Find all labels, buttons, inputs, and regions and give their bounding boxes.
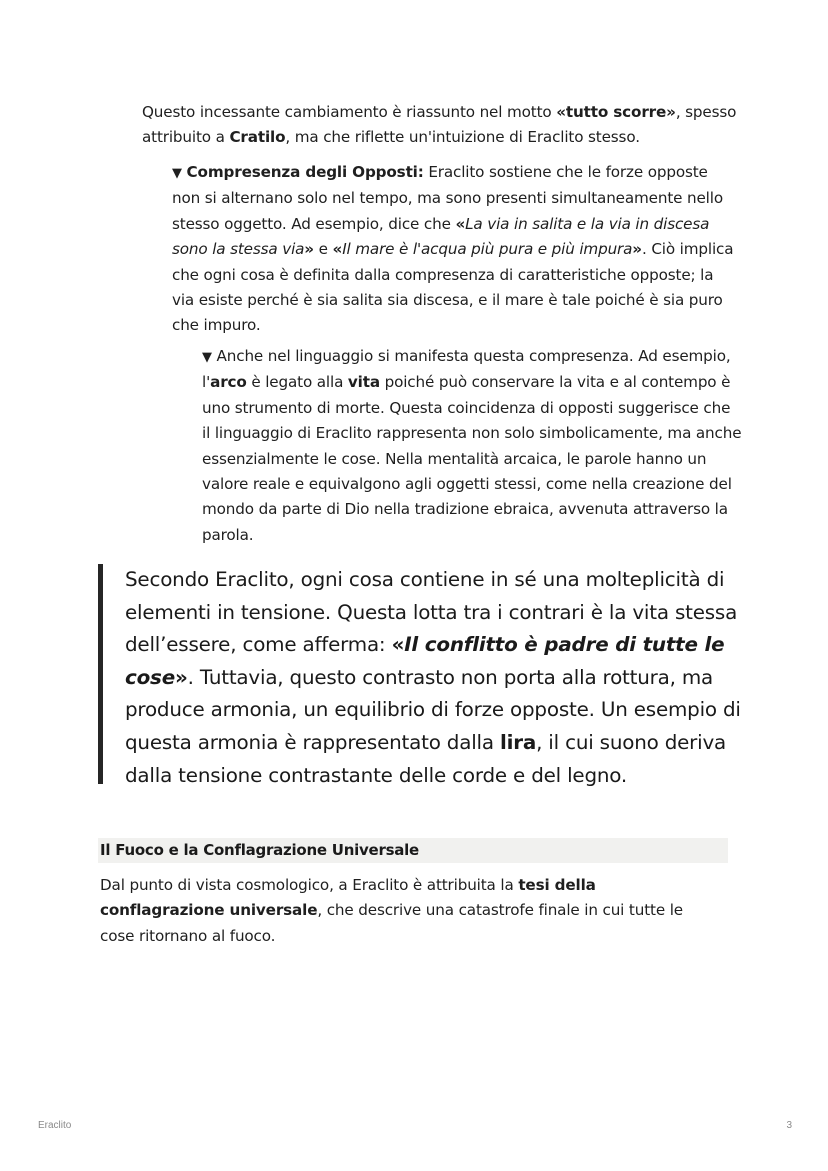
text: poiché può conservare la vita e al contempo è uno strumento di morte. Questa coincidenza di opposti suggerisce che il linguaggio di Eraclito rappresenta non solo simbolicamente, ma anche essenzialmente le cose. Nella mentalità arcaica, le parole hanno un valore reale e equivalgono agli oggetti stessi, come nella creazione del mondo da parte di Dio nella tradizione ebraica, avvenuta attraverso la parola. [202,373,742,544]
toggle-triangle-icon[interactable]: ▼ [202,350,212,365]
paragraph-tutto-scorre [142,100,752,151]
footer-page-number: 3 [786,1120,792,1131]
text: è legato alla [246,373,348,392]
text: , ma che riflette un'intuizione di Eraclito stesso. [285,128,640,147]
toggle-triangle-icon[interactable]: ▼ [172,166,182,181]
text: Eraclito sostiene che le forze opposte non si alternano solo nel tempo, ma sono presenti simultaneamente nello stesso oggetto. Ad esempio, dice che [172,163,723,233]
quote-mark: » [632,240,642,259]
toggle-block-linguaggio [202,344,742,548]
text: Secondo Eraclito, ogni cosa contiene in sé una molteplicità di elementi in tensione. Questa lotta tra i contrari è la vita stessa dell’essere, come afferma: [125,568,738,657]
quote-mark: « [332,240,343,259]
bold-italic-quote: Il conflitto è padre di tutte le cose [125,633,725,689]
bold-text: «tutto scorre» [556,103,676,121]
bold-text: arco [210,373,247,392]
quote-mark: » [304,240,314,259]
italic-quote: La via in salita e la via in discesa sono la stessa via [172,214,710,259]
bold-text: lira [499,730,537,754]
text: , che descrive una catastrofe finale in cui tutte le cose ritornano al fuoco. [100,901,683,945]
section-heading-text: Il Fuoco e la Conflagrazione Universale [100,841,419,859]
bold-text: vita [347,373,380,392]
bold-text: Cratilo [229,128,286,147]
italic-quote: Il mare è l'acqua più pura e più impura [342,240,633,259]
text: e [313,240,333,259]
text: . Tuttavia, questo contrasto non porta alla rottura, ma produce armonia, un equilibrio di forze opposte. Un esempio di questa armonia è rappresentato dalla [125,665,741,754]
section-heading [98,838,728,863]
text: Dal punto di vista cosmologico, a Eraclito è attribuita la [100,876,519,894]
text: . Ciò implica che ogni cosa è definita dalla compresenza di caratteristiche opposte; la via esiste perché è sia salita sia discesa, e il mare è tale poiché è sia puro che impuro. [172,240,734,335]
text: Questo incessante cambiamento è riassunto nel motto [142,103,557,121]
text: Anche nel linguaggio si manifesta questa compresenza. Ad esempio, l' [202,347,731,392]
toggle-block-compresenza [172,160,740,339]
quote-mark: » [175,665,188,689]
quote-mark: « [455,214,466,233]
bold-text: Compresenza degli Opposti: [186,163,424,181]
blockquote-text [125,564,745,792]
footer-document-title: Eraclito [38,1120,72,1131]
bold-text: tesi della conflagrazione universale [100,876,596,920]
blockquote [98,564,751,787]
paragraph-conflagrazione [100,873,720,949]
quote-mark: « [391,633,405,657]
text: , spesso attribuito a [142,103,737,147]
text: , il cui suono deriva dalla tensione contrastante delle corde e del legno. [125,730,727,787]
